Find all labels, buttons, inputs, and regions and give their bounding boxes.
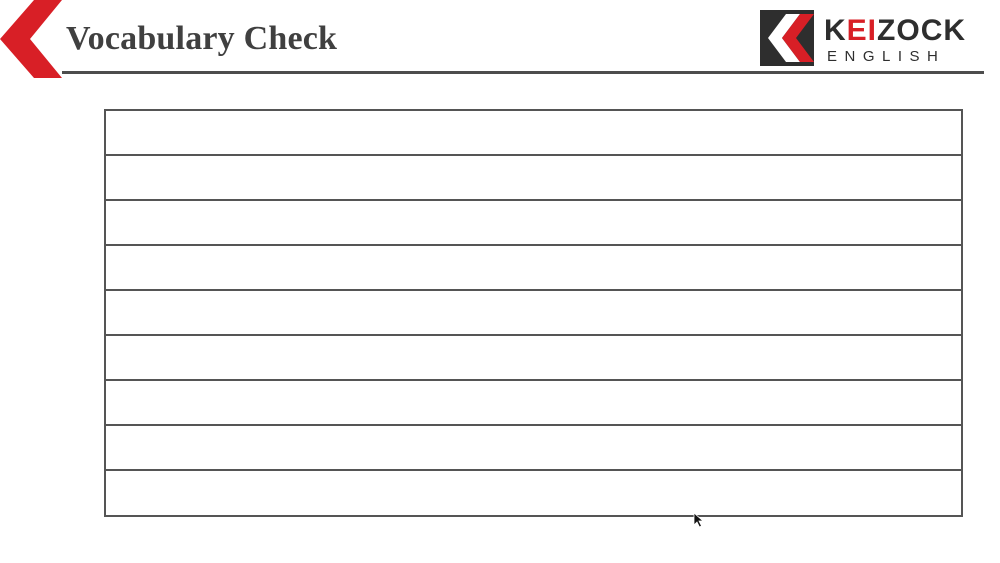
- table-row: [106, 336, 961, 381]
- bottom-strip: [0, 530, 1000, 563]
- table-row: [106, 246, 961, 291]
- mouse-pointer-icon: [693, 512, 705, 528]
- table-row: [106, 471, 961, 516]
- table-row: [106, 156, 961, 201]
- keizock-logo-icon: [760, 10, 814, 66]
- keizock-english-logo: [760, 10, 985, 68]
- table-row: [106, 426, 961, 471]
- vocabulary-table: [104, 109, 963, 517]
- table-row: [106, 201, 961, 246]
- logo-subtitle: ENGLISH: [827, 48, 946, 65]
- table-row: [106, 111, 961, 156]
- page-title: Vocabulary Check: [66, 20, 338, 57]
- table-row: [106, 381, 961, 426]
- logo-wordmark: KEIZOCK: [824, 14, 967, 47]
- chevron-left-icon[interactable]: [0, 0, 62, 78]
- title-divider: [62, 71, 984, 74]
- table-row: [106, 291, 961, 336]
